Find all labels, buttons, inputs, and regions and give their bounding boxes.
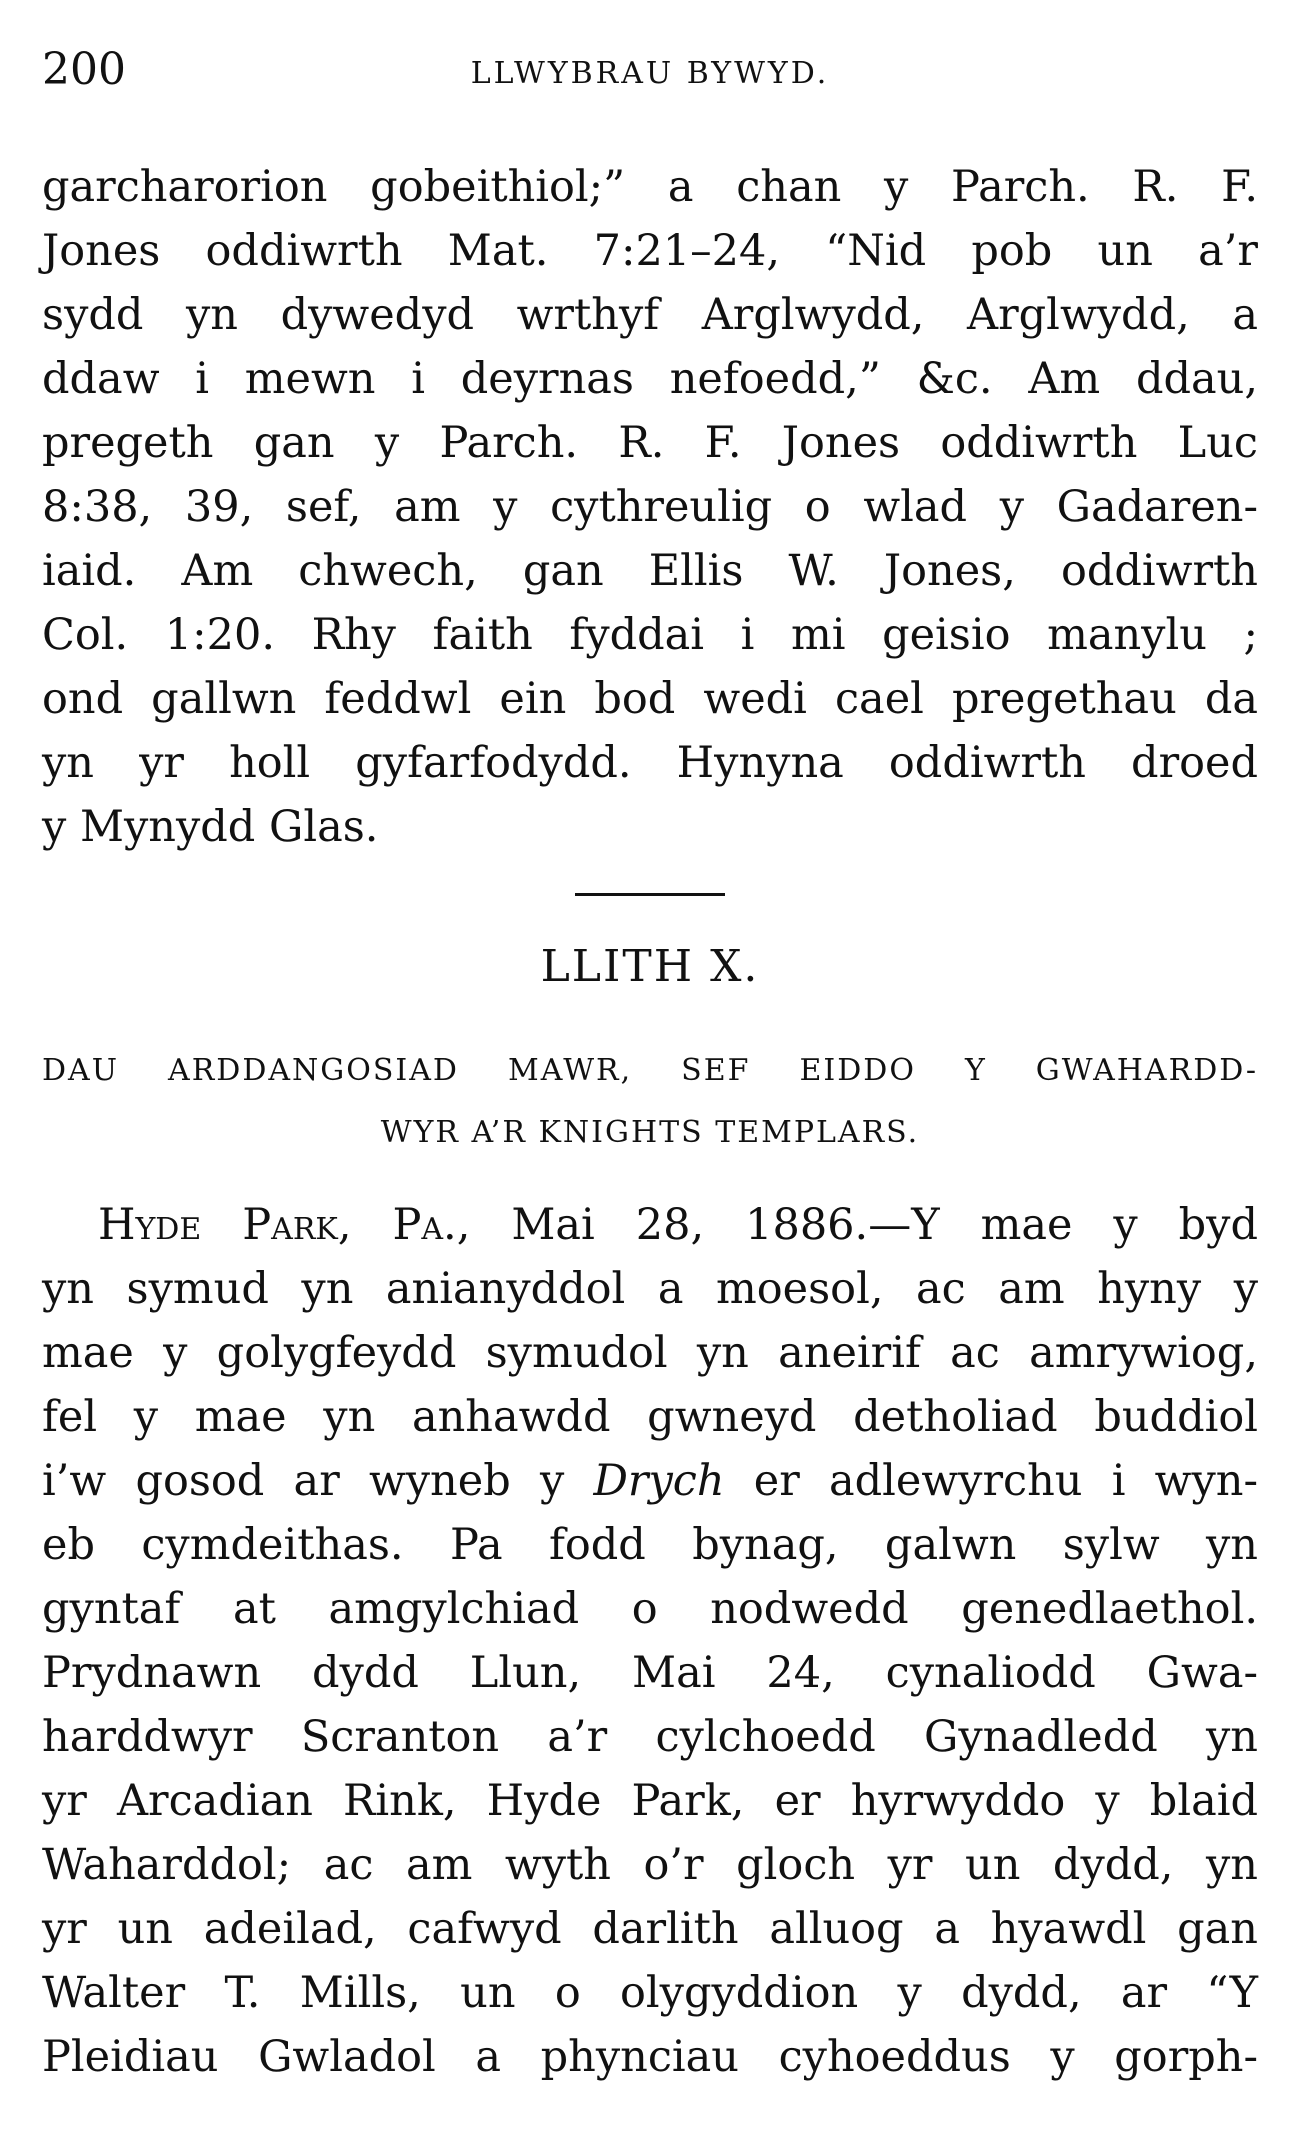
newspaper-title: Drych [593, 1456, 725, 1506]
text-line: fel y mae yn anhawdd gwneyd detholiad buddiol [42, 1392, 1258, 1442]
chapter-subtitle-line-2: WYR A’R KNIGHTS TEMPLARS. [380, 1115, 920, 1150]
text-line: ddaw i mewn i deyrnas nefoedd,” &c. Am ddau, [42, 354, 1258, 404]
text-line: Col. 1:20. Rhy faith fyddai i mi geisio manylu ; [42, 610, 1258, 660]
chapter-subtitle-line-1: DAU ARDDANGOSIAD MAWR, SEF EIDDO Y GWAHARDD- [42, 1053, 1258, 1088]
text-segment: i’w gosod ar wyneb y [42, 1456, 594, 1506]
text-line: yr un adeilad, cafwyd darlith alluog a hyawdl gan [42, 1904, 1258, 1954]
text-line-with-italic [42, 1449, 1258, 1513]
text-line: ond gallwn feddwl ein bod wedi cael pregethau da [42, 674, 1258, 724]
text-line: sydd yn dywedyd wrthyf Arglwydd, Arglwydd, a [42, 290, 1258, 340]
chapter-title: LLITH X. [540, 941, 760, 992]
text-line-dateline [42, 1193, 1258, 1257]
text-line: pregeth gan y Parch. R. F. Jones oddiwrth Luc [42, 418, 1258, 468]
text-line: Prydnawn dydd Llun, Mai 24, cynaliodd Gwa- [42, 1648, 1258, 1698]
running-title: LLWYBRAU BYWYD. [470, 56, 830, 91]
page-number: 200 [42, 44, 126, 95]
text-line: eb cymdeithas. Pa fodd bynag, galwn sylw yn [42, 1520, 1258, 1570]
text-line: garcharorion gobeithiol;” a chan y Parch. R. F. [42, 162, 1258, 212]
text-line: 8:38, 39, sef, am y cythreulig o wlad y Gadaren- [42, 482, 1258, 532]
text-line: y Mynydd Glas. [42, 802, 379, 852]
text-line: mae y golygfeydd symudol yn aneirif ac amrywiog, [42, 1328, 1258, 1378]
text-line: Waharddol; ac am wyth o’r gloch yr un dydd, yn [42, 1840, 1258, 1890]
text-line: yn yr holl gyfarfodydd. Hynyna oddiwrth droed [42, 738, 1258, 788]
text-line: Jones oddiwrth Mat. 7:21–24, “Nid pob un a’r [42, 226, 1258, 276]
text-line: iaid. Am chwech, gan Ellis W. Jones, oddiwrth [42, 546, 1258, 596]
dateline-place: Hyde Park, Pa. [98, 1200, 457, 1250]
text-line: yn symud yn anianyddol a moesol, ac am hyny y [42, 1264, 1258, 1314]
text-line: gyntaf at amgylchiad o nodwedd genedlaethol. [42, 1584, 1258, 1634]
paragraph-2 [42, 1193, 1258, 2089]
text-segment: er adlewyrchu i wyn- [724, 1456, 1258, 1506]
text-line: Walter T. Mills, un o olygyddion y dydd, ar “Y [42, 1968, 1258, 2018]
paragraph-1 [42, 155, 1258, 859]
text-line: yr Arcadian Rink, Hyde Park, er hyrwyddo y blaid [42, 1776, 1258, 1826]
dateline-rest: , Mai 28, 1886.—Y mae y byd [456, 1200, 1259, 1250]
text-line: harddwyr Scranton a’r cylchoedd Gynadledd yn [42, 1712, 1258, 1762]
section-divider [575, 893, 725, 896]
text-line: Pleidiau Gwladol a phynciau cyhoeddus y gorph- [42, 2032, 1258, 2082]
page-header [42, 40, 1258, 100]
